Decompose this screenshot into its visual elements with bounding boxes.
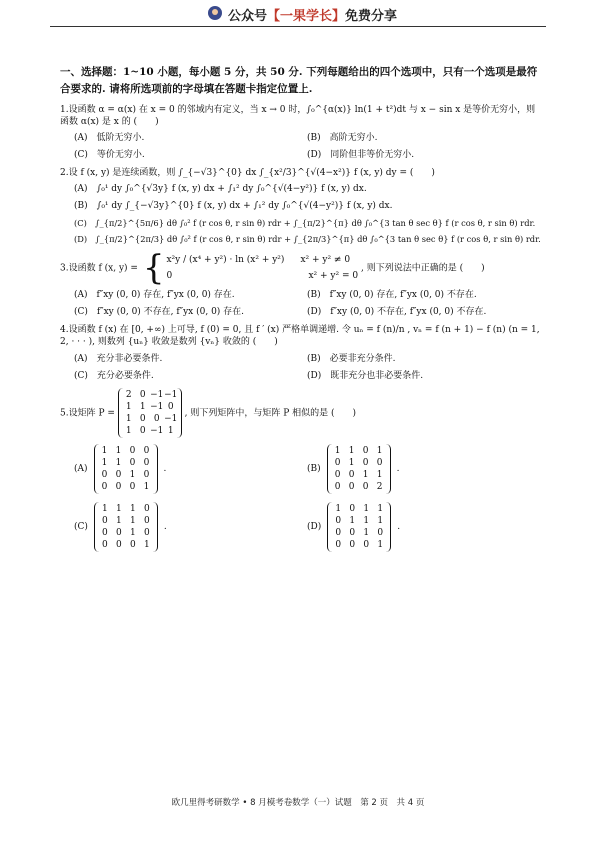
option-b: (B) 必要非充分条件. — [307, 353, 396, 364]
matrix-body — [327, 502, 391, 552]
option-b: (B) f″xy (0, 0) 存在, f″yx (0, 0) 不存在. — [307, 289, 477, 300]
matrix-row — [98, 503, 154, 515]
matrix-cell: 0 — [129, 481, 136, 492]
matrix-cell: 0 — [144, 515, 150, 526]
stem-prefix: 3.设函数 f (x, y) = — [60, 263, 138, 274]
matrix-cell: 1 — [125, 425, 132, 436]
matrix-cell: 1 — [363, 527, 370, 538]
matrix-cell: 1 — [377, 539, 384, 550]
option-matrix — [327, 444, 391, 494]
matrix-row — [98, 445, 154, 457]
matrix-cell: 1 — [349, 515, 356, 526]
matrix-row — [331, 469, 387, 481]
matrix-cell: 0 — [363, 539, 370, 550]
matrix-cell: 0 — [102, 515, 108, 526]
matrix-cell: 1 — [101, 457, 108, 468]
question-1 — [60, 104, 540, 162]
question-sheet — [60, 64, 540, 558]
page-header — [0, 0, 596, 28]
question-2 — [60, 167, 540, 245]
matrix-cell: 1 — [130, 527, 136, 538]
option-matrix — [94, 444, 158, 494]
matrix-cell: 1 — [377, 515, 384, 526]
option-d: (D) 既非充分也非必要条件. — [307, 370, 424, 381]
matrix-cell: 1 — [363, 515, 370, 526]
matrix-cell: 1 — [144, 539, 150, 550]
matrix-cell: 1 — [130, 515, 136, 526]
matrix-cell: 1 — [334, 445, 341, 456]
matrix-cell: 0 — [115, 469, 122, 480]
matrix-cell: 0 — [143, 457, 150, 468]
option-b: (B) 高阶无穷小. — [307, 132, 378, 143]
matrix-row — [122, 413, 178, 425]
option-label: (D) — [307, 521, 322, 532]
matrix-cell: 0 — [348, 469, 355, 480]
matrix-row — [122, 389, 178, 401]
option-b: (B) ∫₀¹ dy ∫_{−√3y}^{0} f (x, y) dx + ∫₁² dy ∫₀^{√(4−y²)} f (x, y) dx. — [74, 201, 393, 212]
matrix-cell: 0 — [349, 527, 356, 538]
matrix-cell: 0 — [116, 527, 122, 538]
question-5 — [60, 388, 540, 552]
option-matrix — [327, 502, 391, 552]
case-condition: x² + y² ≠ 0 — [300, 254, 351, 265]
matrix-cell: 0 — [362, 445, 369, 456]
case-condition: x² + y² = 0 — [308, 270, 359, 281]
option-label: (C) — [74, 521, 88, 532]
matrix-cell: 0 — [334, 457, 341, 468]
matrix-row — [122, 425, 178, 437]
option-c: (C) 1 1 1 0 0 1 1 0 0 0 1 0 0 0 0 1 . — [74, 503, 167, 550]
matrix-cell: 1 — [377, 503, 384, 514]
matrix-cell: 0 — [167, 401, 174, 412]
matrix-row — [98, 515, 154, 527]
matrix-cell: 1 — [143, 481, 150, 492]
matrix-row — [98, 469, 154, 481]
matrix-cell: 2 — [125, 389, 132, 400]
question-3 — [60, 247, 540, 318]
option-label: (A) — [74, 463, 88, 474]
matrix-cell: 1 — [116, 503, 122, 514]
page-footer: 欧几里得考研数学 • 8 月模考卷数学（一）试题 第 2 页 共 4 页 — [171, 798, 425, 808]
section-title: 一、选择题：1~10 小题，每小题 5 分，共 50 分. 下列每题给出的四个选项中，只有一个选项是最符合要求的. 请将所选项前的字母填在答题卡指定位置上. — [60, 66, 538, 95]
matrix-row — [98, 457, 154, 469]
matrix-cell: 0 — [334, 481, 341, 492]
header-suffix: 免费分享 — [345, 9, 398, 24]
matrix-cell: 1 — [116, 515, 122, 526]
matrix-cell: 0 — [362, 457, 369, 468]
question-stem — [60, 388, 540, 438]
matrix-p — [118, 388, 182, 438]
matrix-cell: 0 — [129, 457, 136, 468]
option-a: (A) ∫₀¹ dy ∫₀^{√3y} f (x, y) dx + ∫₁² dy ∫₀^{√(4−y²)} f (x, y) dx. — [74, 184, 367, 195]
matrix-cell: 0 — [102, 539, 108, 550]
header-highlight: 【一果学长】 — [267, 9, 346, 24]
question-stem — [60, 247, 540, 288]
case-expression: 0 — [166, 270, 173, 281]
matrix-cell: 1 — [363, 503, 370, 514]
option-matrix — [94, 502, 158, 552]
matrix-cell: 1 — [125, 413, 132, 424]
matrix-row — [331, 539, 387, 551]
matrix-cell: 1 — [167, 425, 174, 436]
matrix-cell: 0 — [130, 539, 136, 550]
matrix-cell: 0 — [139, 413, 146, 424]
matrix-cell: 1 — [335, 503, 342, 514]
matrix-body — [94, 502, 158, 552]
matrix-row — [331, 457, 387, 469]
matrix-cell: 0 — [139, 425, 146, 436]
option-c: (C) f″xy (0, 0) 不存在, f″yx (0, 0) 存在. — [74, 307, 245, 318]
matrix-row — [331, 503, 387, 515]
option-a: (A) 低阶无穷小. — [74, 132, 145, 143]
matrix-cell: 0 — [115, 481, 122, 492]
matrix-row — [98, 527, 154, 539]
matrix-cell: 0 — [143, 469, 150, 480]
matrix-cell: 0 — [362, 481, 369, 492]
matrix-cell: 0 — [101, 469, 108, 480]
matrix-cell: 0 — [349, 503, 356, 514]
option-c: (C) 充分必要条件. — [74, 370, 154, 381]
matrix-row — [98, 481, 154, 493]
option-c: (C) ∫_{π/2}^{5π/6} dθ ∫₀² f (r cos θ, r sin θ) rdr + ∫_{π/2}^{π} dθ ∫₀^{3 tan θ sec θ} f (r cos θ, r sin θ) rdr. — [74, 217, 536, 228]
matrix-cell: 1 — [376, 469, 383, 480]
matrix-cell: 0 — [116, 539, 122, 550]
matrix-cell: 1 — [129, 469, 136, 480]
matrix-body — [94, 444, 158, 494]
piecewise-function — [141, 247, 359, 288]
matrix-row — [331, 527, 387, 539]
option-c: (C) 等价无穷小. — [74, 150, 145, 161]
matrix-cell: 1 — [125, 401, 132, 412]
matrix-cell: 0 — [101, 481, 108, 492]
matrix-cell: 1 — [376, 445, 383, 456]
matrix-cell: 0 — [129, 445, 136, 456]
stem-prefix: 5.设矩阵 P = — [60, 408, 115, 419]
matrix-cell: 0 — [334, 469, 341, 480]
question-stem: 1.设函数 α = α(x) 在 x = 0 的邻域内有定义，当 x → 0 时，∫₀^{α(x)} ln(1 + t²)dt 与 x − sin x 是等价无穷小，则函数 α(x) 是 x 的 ( ) — [60, 104, 536, 127]
matrix-cell: 0 — [349, 539, 356, 550]
matrix-body — [327, 444, 391, 494]
stem-suffix: , 则下列说法中正确的是 ( ) — [360, 263, 485, 274]
matrix-row — [331, 515, 387, 527]
matrix-cell: −1 — [150, 425, 164, 436]
option-d: (D) 1 0 1 1 0 1 1 1 0 0 1 0 0 0 0 1 . — [307, 503, 401, 550]
matrix-cell: −1 — [164, 413, 178, 424]
matrix-cell: 0 — [377, 527, 384, 538]
matrix-row — [331, 445, 387, 457]
matrix-cell: 1 — [139, 401, 146, 412]
matrix-cell: −1 — [164, 389, 178, 400]
stem-suffix: , 则下列矩阵中，与矩阵 P 相似的是 ( ) — [184, 408, 357, 419]
matrix-cell: 0 — [376, 457, 383, 468]
matrix-cell: 0 — [348, 481, 355, 492]
option-label: (B) — [307, 463, 321, 474]
option-d: (D) f″xy (0, 0) 不存在, f″yx (0, 0) 不存在. — [307, 307, 487, 318]
matrix-cell: 1 — [348, 457, 355, 468]
matrix-cell: 1 — [115, 445, 122, 456]
matrix-cell: 1 — [102, 503, 108, 514]
option-d: (D) 同阶但非等价无穷小. — [307, 150, 415, 161]
matrix-body — [118, 388, 182, 438]
matrix-row — [98, 539, 154, 551]
matrix-cell: −1 — [150, 389, 164, 400]
matrix-cell: 0 — [335, 515, 342, 526]
matrix-cell: 2 — [376, 481, 383, 492]
matrix-cell: 0 — [144, 527, 150, 538]
option-a: (A) 充分非必要条件. — [74, 353, 163, 364]
header-divider — [50, 26, 546, 27]
matrix-cell: 0 — [153, 413, 160, 424]
matrix-cell: 0 — [335, 527, 342, 538]
option-a: (A) 1 1 0 0 1 1 0 0 0 0 1 0 0 0 0 1 . — [74, 445, 167, 492]
left-brace: { — [142, 247, 165, 288]
avatar-icon — [208, 6, 222, 20]
case-expression: x²y / (x⁴ + y²) · ln (x² + y²) — [166, 254, 285, 265]
matrix-row — [331, 481, 387, 493]
matrix-cell: 0 — [335, 539, 342, 550]
option-b: (B) 1 1 0 1 0 1 0 0 0 0 1 1 0 0 0 2 . — [307, 445, 400, 492]
question-4 — [60, 324, 540, 382]
header-prefix: 公众号 — [228, 9, 268, 24]
header-banner — [228, 5, 397, 24]
matrix-cell: −1 — [150, 401, 164, 412]
matrix-cell: 1 — [130, 503, 136, 514]
question-stem: 4.设函数 f (x) 在 [0, +∞) 上可导, f (0) = 0, 且 f ′ (x) 严格单调递增. 令 uₙ = f (n)/n , vₙ = f (n + 1) − f (n) (n = 1, 2, · · · ), 则数列 {uₙ} 收敛是数列 {vₙ} 收敛的 ( ) — [60, 325, 540, 348]
question-stem: 2.设 f (x, y) 是连续函数，则 ∫_{−√3}^{0} dx ∫_{x²/3}^{√(4−x²)} f (x, y) dy = ( ) — [60, 168, 435, 179]
matrix-cell: 1 — [101, 445, 108, 456]
option-a: (A) f″xy (0, 0) 存在, f″yx (0, 0) 存在. — [74, 289, 235, 300]
matrix-cell: 0 — [143, 445, 150, 456]
matrix-cell: 0 — [139, 389, 146, 400]
matrix-cell: 0 — [144, 503, 150, 514]
matrix-cell: 1 — [115, 457, 122, 468]
matrix-cell: 1 — [348, 445, 355, 456]
matrix-row — [122, 401, 178, 413]
matrix-cell: 1 — [362, 469, 369, 480]
option-d: (D) ∫_{π/2}^{2π/3} dθ ∫₀² f (r cos θ, r sin θ) rdr + ∫_{2π/3}^{π} dθ ∫₀^{3 tan θ sec θ} f (r cos θ, r sin θ) rdr. — [74, 233, 541, 244]
matrix-cell: 0 — [102, 527, 108, 538]
